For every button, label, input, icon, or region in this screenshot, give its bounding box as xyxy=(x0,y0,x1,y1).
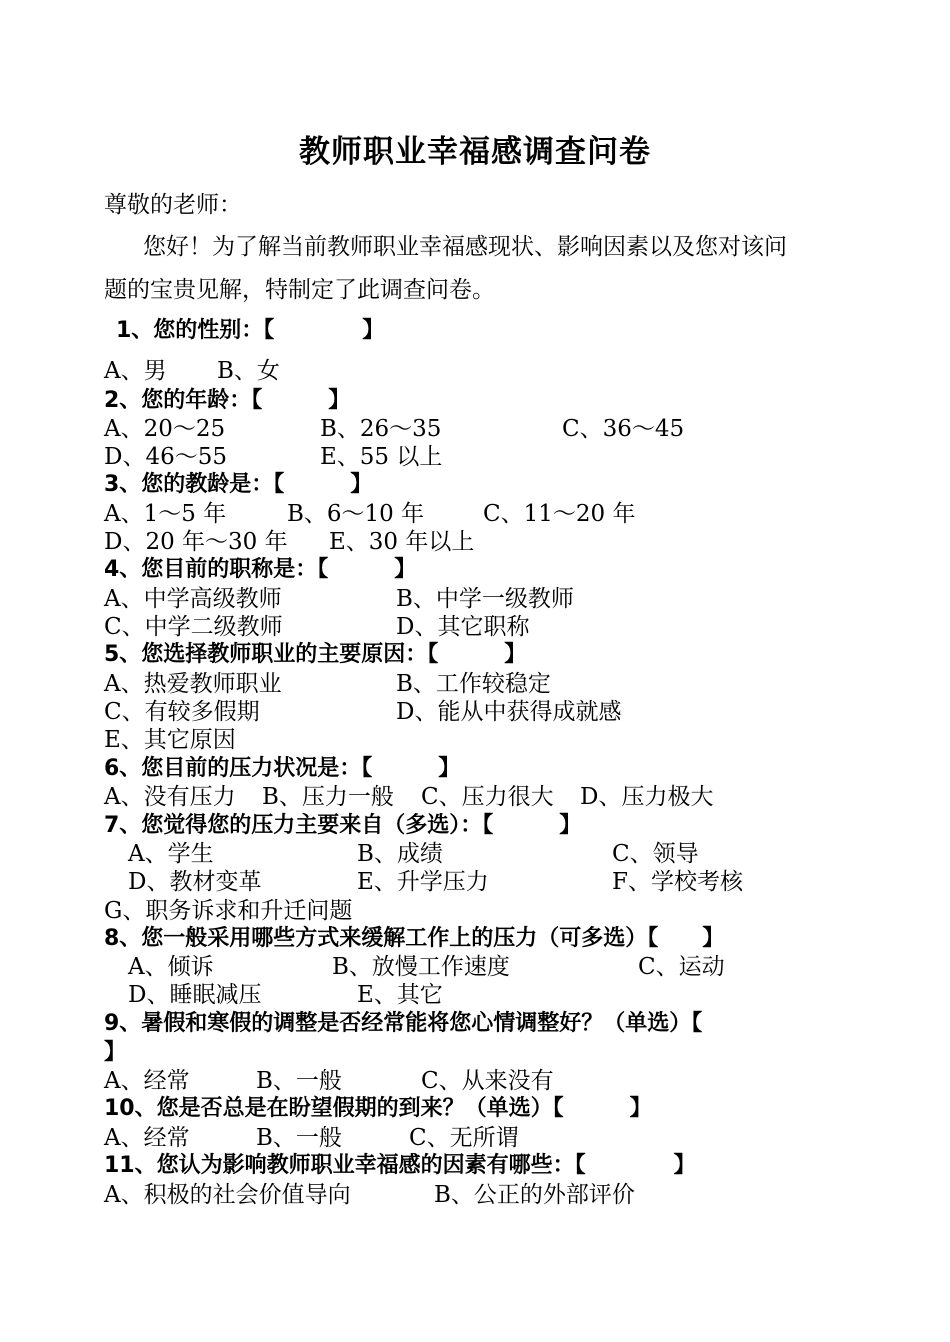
q5-option-c: C、有较多假期 xyxy=(104,699,260,725)
q6-option-b: B、压力一般 xyxy=(262,784,394,810)
q1-option-b: B、女 xyxy=(217,358,280,384)
q7-option-c: C、领导 xyxy=(612,841,699,867)
question-2: 2、您的年龄：【 】 xyxy=(104,388,351,413)
document-title: 教师职业幸福感调查问卷 xyxy=(299,134,651,170)
q6-option-a: A、没有压力 xyxy=(104,784,236,810)
q2-option-a: A、20～25 xyxy=(104,416,226,442)
q3-option-e: E、30 年以上 xyxy=(329,529,475,555)
q5-option-a: A、热爱教师职业 xyxy=(104,671,282,697)
q7-option-g: G、职务诉求和升迁问题 xyxy=(104,898,353,924)
q7-option-f: F、学校考核 xyxy=(612,869,743,895)
q4-option-a: A、中学高级教师 xyxy=(104,586,282,612)
q8-option-c: C、运动 xyxy=(638,954,725,980)
q7-option-b: B、成绩 xyxy=(357,841,443,867)
q10-option-a: A、经常 xyxy=(104,1125,190,1151)
greeting: 尊敬的老师： xyxy=(104,192,242,218)
q8-option-d: D、睡眠减压 xyxy=(128,982,262,1008)
question-7: 7、您觉得您的压力主要来自（多选）：【 】 xyxy=(104,813,582,838)
q7-option-a: A、学生 xyxy=(128,841,214,867)
question-5: 5、您选择教师职业的主要原因：【 】 xyxy=(104,642,527,667)
q8-option-a: A、倾诉 xyxy=(128,954,214,980)
q5-option-d: D、能从中获得成就感 xyxy=(396,699,622,725)
q8-option-e: E、其它 xyxy=(357,982,443,1008)
question-10: 10、您是否总是在盼望假期的到来？（单选）【 】 xyxy=(104,1096,652,1121)
q3-option-d: D、20 年～30 年 xyxy=(104,529,288,555)
q4-option-b: B、中学一级教师 xyxy=(396,586,574,612)
q10-option-c: C、无所谓 xyxy=(409,1125,519,1151)
q10-option-b: B、一般 xyxy=(256,1125,342,1151)
intro-line-1: 您好！为了解当前教师职业幸福感现状、影响因素以及您对该问 xyxy=(143,234,787,260)
question-9: 9、暑假和寒假的调整是否经常能将您心情调整好？（单选）【 xyxy=(104,1011,703,1036)
question-1: 1、您的性别：【 】 xyxy=(116,318,385,343)
q6-option-d: D、压力极大 xyxy=(580,784,714,810)
q11-option-a: A、积极的社会价值导向 xyxy=(104,1182,351,1208)
q9-option-b: B、一般 xyxy=(256,1068,342,1094)
q4-option-c: C、中学二级教师 xyxy=(104,614,283,640)
intro-line-2: 题的宝贵见解，特制定了此调查问卷。 xyxy=(104,277,495,303)
q3-option-a: A、1～5 年 xyxy=(104,501,227,527)
q8-option-b: B、放慢工作速度 xyxy=(332,954,510,980)
question-11: 11、您认为影响教师职业幸福感的因素有哪些：【 】 xyxy=(104,1153,696,1178)
q7-option-e: E、升学压力 xyxy=(357,869,489,895)
q9-option-c: C、从来没有 xyxy=(421,1068,554,1094)
question-9-continued: 】 xyxy=(104,1040,127,1065)
question-4: 4、您目前的职称是：【 】 xyxy=(104,557,417,582)
q2-option-d: D、46～55 xyxy=(104,444,227,470)
q6-option-c: C、压力很大 xyxy=(421,784,554,810)
q11-option-b: B、公正的外部评价 xyxy=(434,1182,635,1208)
q3-option-c: C、11～20 年 xyxy=(483,501,636,527)
q5-option-b: B、工作较稳定 xyxy=(396,671,551,697)
q2-option-b: B、26～35 xyxy=(320,416,442,442)
q2-option-c: C、36～45 xyxy=(562,416,685,442)
question-8: 8、您一般采用哪些方式来缓解工作上的压力（可多选）【 】 xyxy=(104,926,725,951)
question-6: 6、您目前的压力状况是：【 】 xyxy=(104,756,461,781)
question-3: 3、您的教龄是：【 】 xyxy=(104,472,373,497)
q5-option-e: E、其它原因 xyxy=(104,727,236,753)
q7-option-d: D、教材变革 xyxy=(128,869,262,895)
q9-option-a: A、经常 xyxy=(104,1068,190,1094)
q2-option-e: E、55 以上 xyxy=(320,444,443,470)
q3-option-b: B、6～10 年 xyxy=(287,501,425,527)
q4-option-d: D、其它职称 xyxy=(396,614,530,640)
q1-option-a: A、男 xyxy=(104,358,167,384)
